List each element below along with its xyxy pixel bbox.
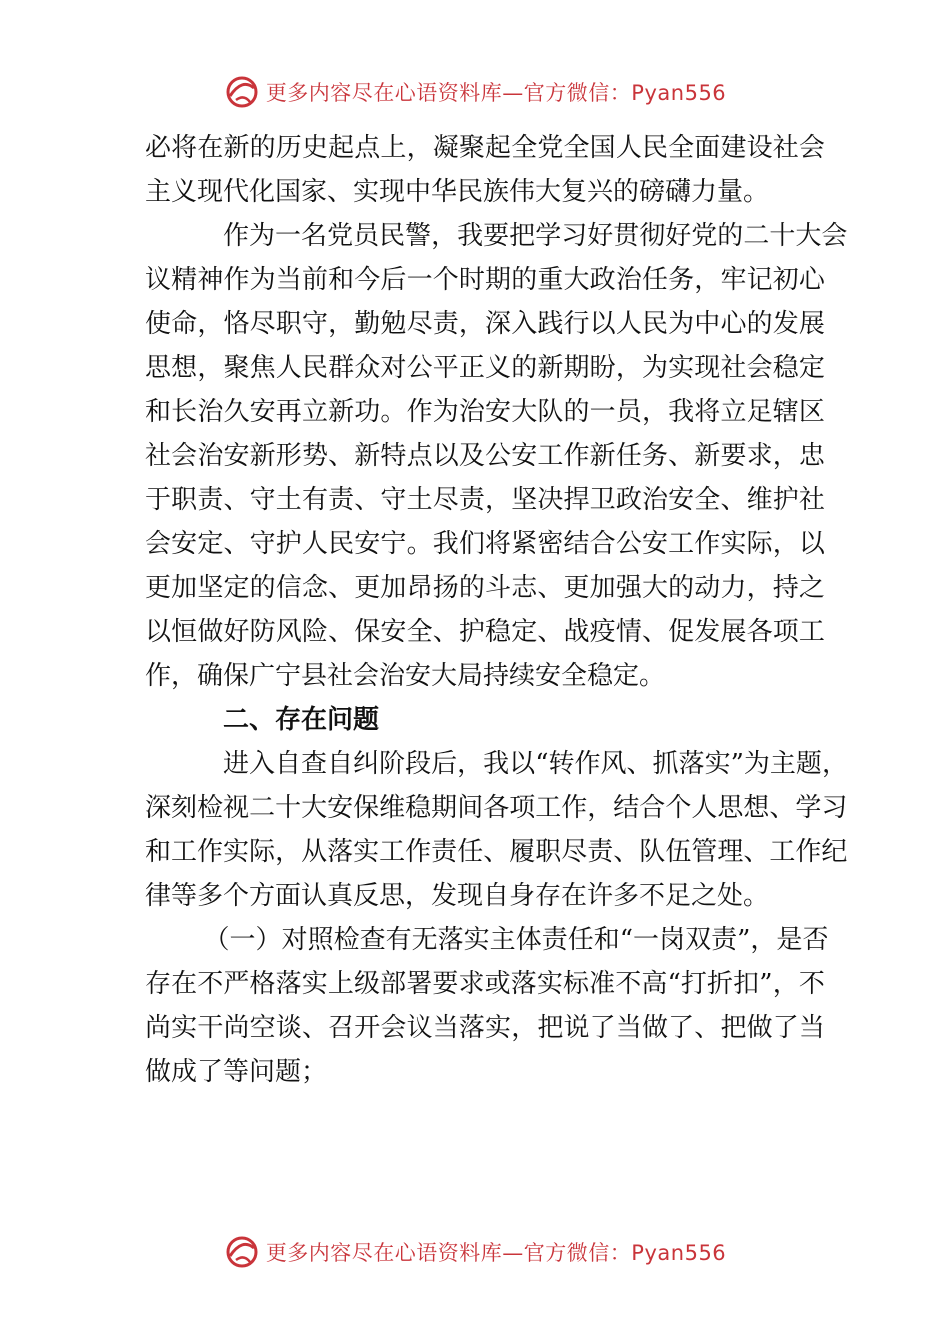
text-line: 议 精 神 作 为 当 前 和 今 后 一 个 时 期 的 重 大 政 治 任 务 ， 牢 记 初 心 <box>145 265 825 295</box>
text-line: 作，确保广宁县社会治安大局持续安全稳定。 <box>145 661 666 691</box>
text-line: 会 安 定 、 守 护 人 民 安 宁 。 我 们 将 紧 密 结 合 公 安 工 作 实 际 ， 以 <box>145 529 825 559</box>
text-line: （ 一 ） 对 照 检 查 有 无 落 实 主 体 责 任 和 “ 一 岗 双 责 ” ， 是 否 <box>203 925 829 955</box>
logo-icon <box>224 74 260 110</box>
watermark-header <box>0 72 950 112</box>
text-line: 做成了等问题； <box>145 1057 328 1087</box>
text-line: 于 职 责 、 守 土 有 责 、 守 土 尽 责 ， 坚 决 捍 卫 政 治 安 全 、 维 护 社 <box>145 485 825 515</box>
text-line: 律等多个方面认真反思，发现自身存在许多不足之处。 <box>145 881 770 911</box>
text-line: 深 刻 检 视 二 十 大 安 保 维 稳 期 间 各 项 工 作 ， 结 合 个 人 思 想 、 学 习 <box>145 793 848 823</box>
text-line: 和 长 治 久 安 再 立 新 功 。 作 为 治 安 大 队 的 一 员 ， 我 将 立 足 辖 区 <box>145 397 825 427</box>
text-line: 以 恒 做 好 防 风 险 、 保 安 全 、 护 稳 定 、 战 疫 情 、 促 发 展 各 项 工 <box>145 617 825 647</box>
text-line: 和 工 作 实 际 ， 从 落 实 工 作 责 任 、 履 职 尽 责 、 队 伍 管 理 、 工 作 纪 <box>145 837 848 867</box>
text-line: 作 为 一 名 党 员 民 警 ， 我 要 把 学 习 好 贯 彻 好 党 的 二 十 大 会 <box>223 221 848 251</box>
watermark-text: 更多内容尽在心语资料库—官方微信：Pyan556 <box>265 1241 727 1265</box>
text-line: 尚 实 干 尚 空 谈 、 召 开 会 议 当 落 实 ， 把 说 了 当 做 了 、 把 做 了 当 <box>145 1013 825 1043</box>
text-line: 进 入 自 查 自 纠 阶 段 后 ， 我 以 “ 转 作 风 、 抓 落 实 ” 为 主 题 ， <box>223 749 848 779</box>
logo-icon <box>224 1234 260 1270</box>
watermark-footer <box>0 1232 950 1272</box>
text-line: 必 将 在 新 的 历 史 起 点 上 ， 凝 聚 起 全 党 全 国 人 民 全 面 建 设 社 会 <box>145 133 825 163</box>
text-line: 社 会 治 安 新 形 势 、 新 特 点 以 及 公 安 工 作 新 任 务 、 新 要 求 ， 忠 <box>145 441 825 471</box>
watermark-text: 更多内容尽在心语资料库—官方微信：Pyan556 <box>265 81 727 105</box>
section-heading: 二、存在问题 <box>223 705 380 735</box>
text-line: 思 想 ， 聚 焦 人 民 群 众 对 公 平 正 义 的 新 期 盼 ， 为 实 现 社 会 稳 定 <box>145 353 825 383</box>
text-line: 主义现代化国家、实现中华民族伟大复兴的磅礴力量。 <box>145 177 770 207</box>
document-body <box>145 126 848 1094</box>
text-line: 使 命 ， 恪 尽 职 守 ， 勤 勉 尽 责 ， 深 入 践 行 以 人 民 为 中 心 的 发 展 <box>145 309 825 339</box>
text-line: 存 在 不 严 格 落 实 上 级 部 署 要 求 或 落 实 标 准 不 高 “ 打 折 扣 ” ， 不 <box>145 969 825 999</box>
text-line: 更 加 坚 定 的 信 念 、 更 加 昂 扬 的 斗 志 、 更 加 强 大 的 动 力 ， 持 之 <box>145 573 825 603</box>
